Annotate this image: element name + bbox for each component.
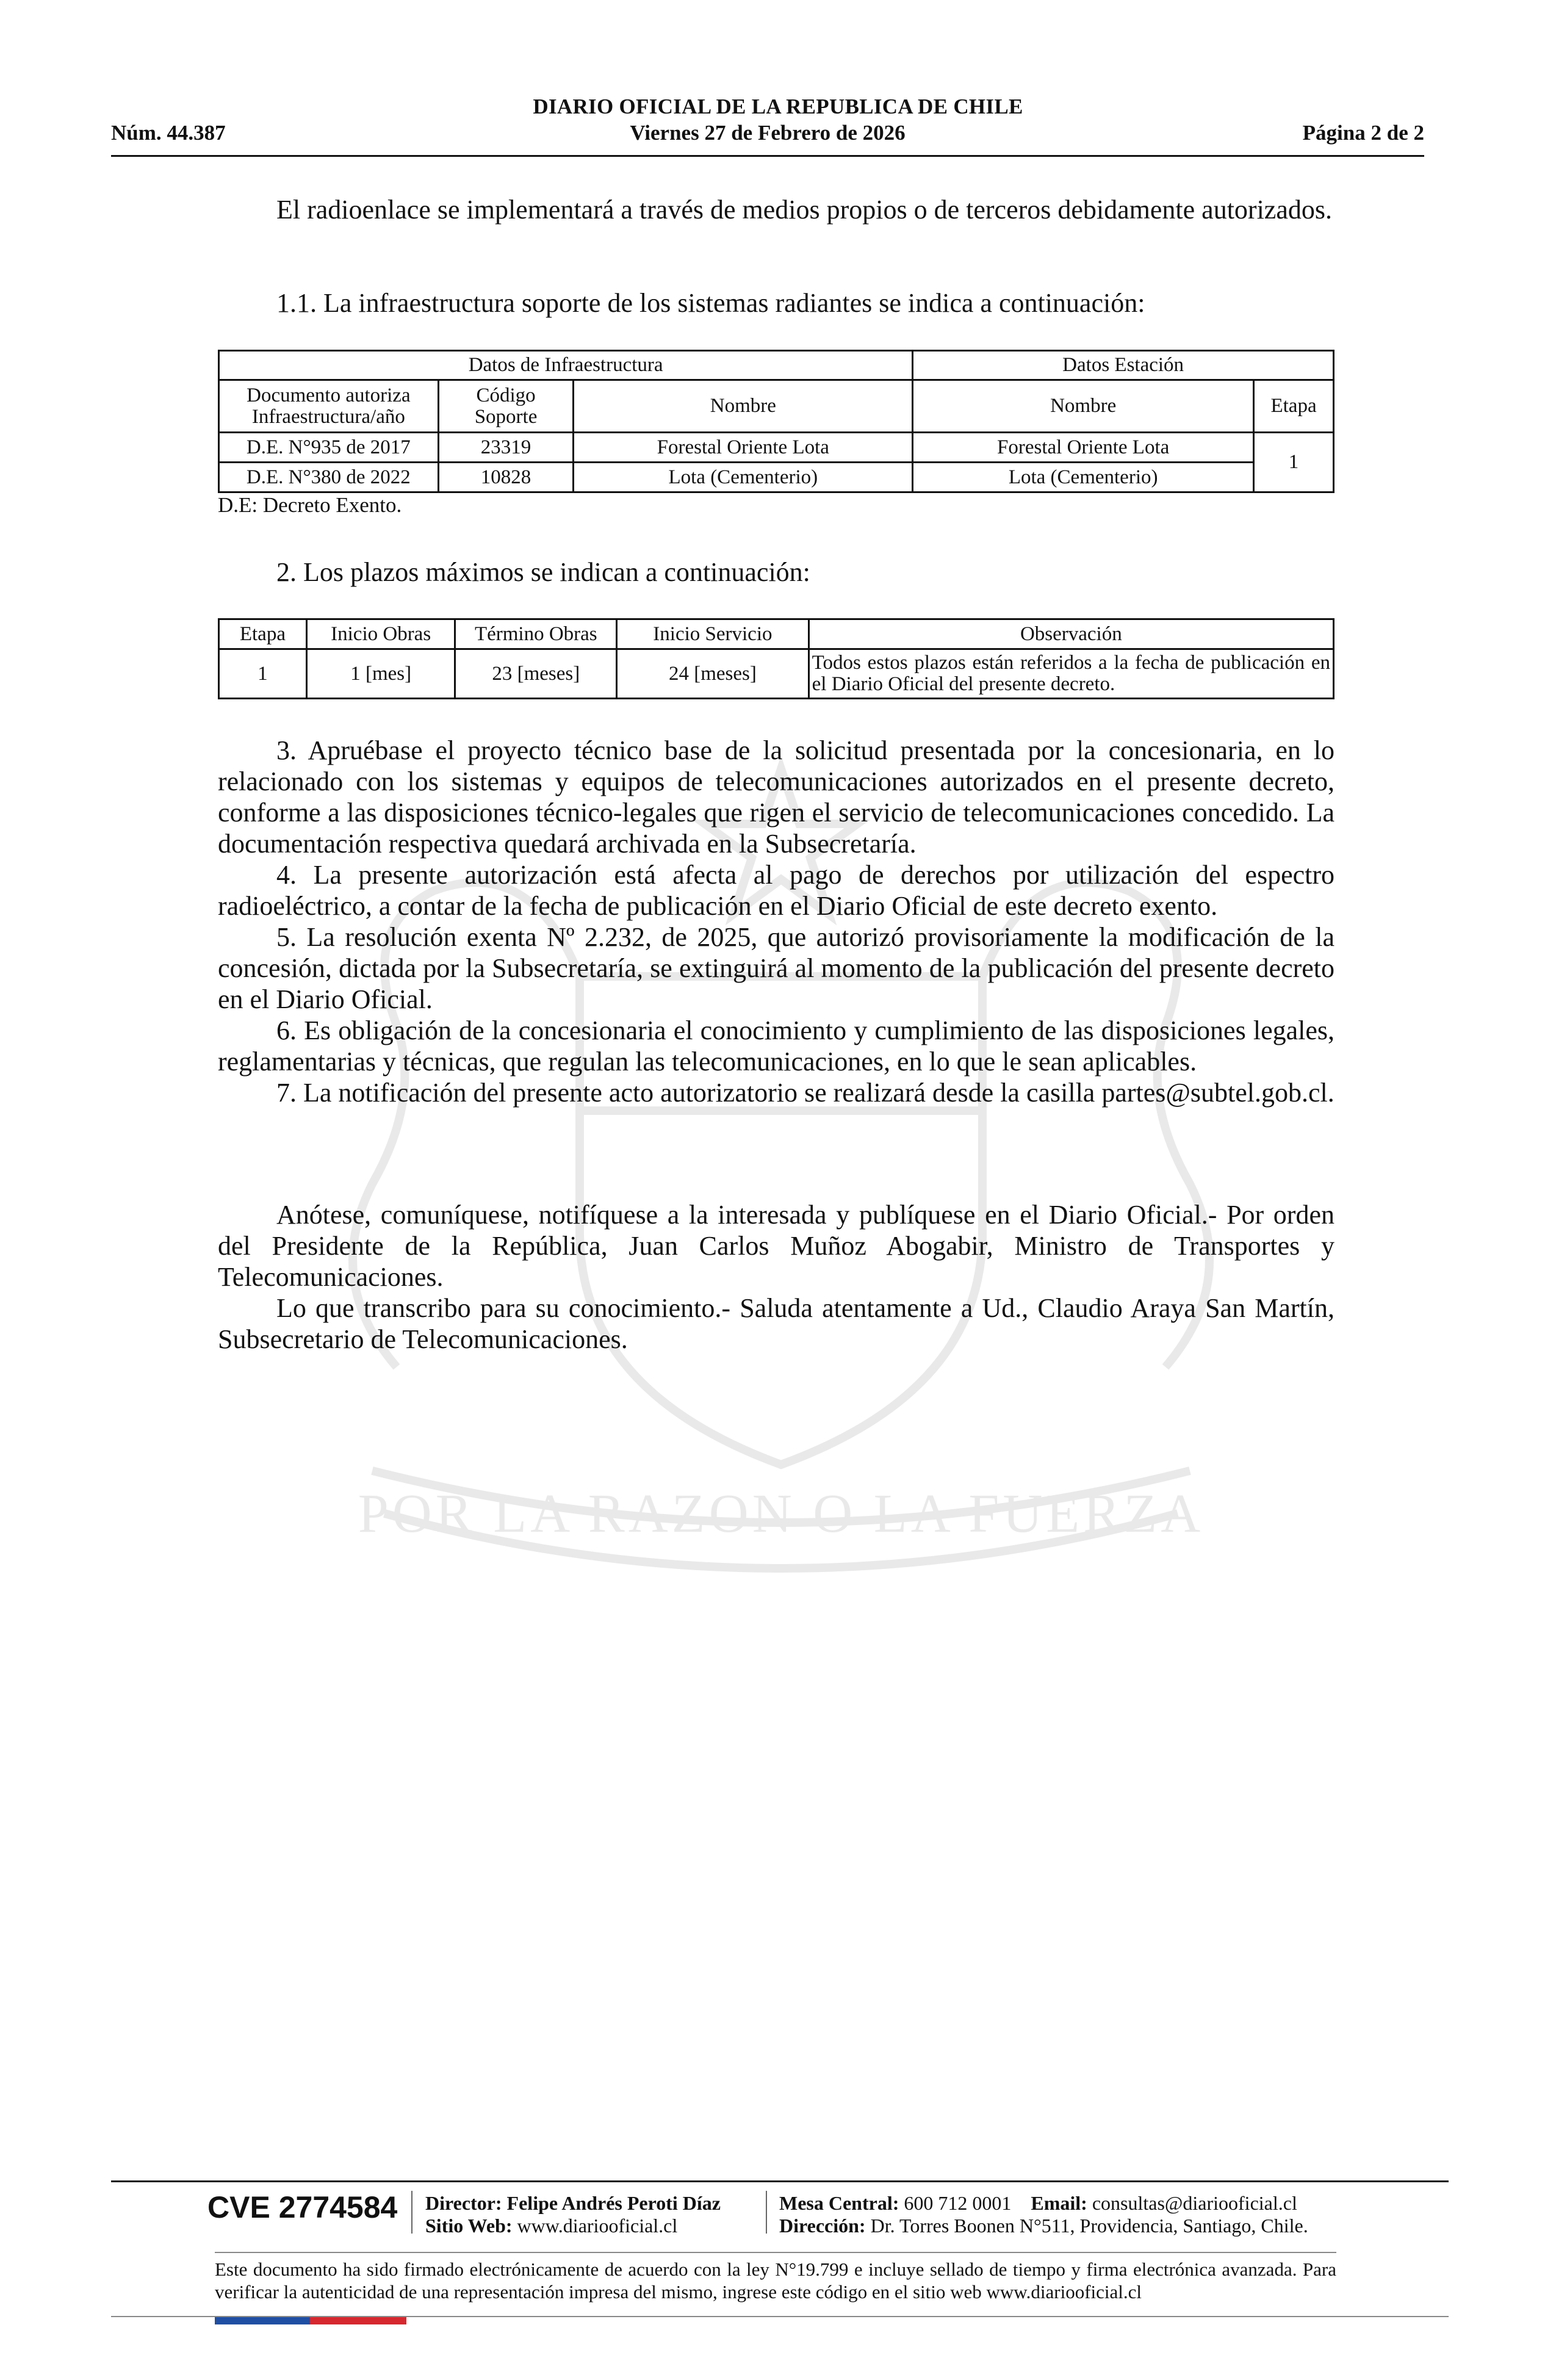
column-header-end-works: Término Obras [455,619,617,649]
flag-stripe-red [310,2317,406,2324]
email-label: Email: [1031,2192,1087,2214]
footer-contact-block [779,2192,1308,2237]
cell-code: 10828 [438,463,574,492]
closing-transcribo: Lo que transcribo para su conocimiento.- Saluda atentamente a Ud., Claudio Araya San Martín, Subsecretario de Telecomunicaciones. [218,1293,1334,1354]
column-header-stage: Etapa [1254,380,1334,433]
page-number: Página 2 de 2 [1302,121,1424,145]
cell-start-service: 24 [meses] [617,649,809,699]
cell-name-infra: Forestal Oriente Lota [574,433,913,463]
cell-name-station: Forestal Oriente Lota [913,433,1254,463]
paragraph-radioenlace [218,194,1334,225]
watermark-motto: POR LA RAZON O LA FUERZA [358,1484,1205,1544]
footer-separator [411,2191,412,2234]
table-row [219,649,1334,699]
issue-number: Núm. 44.387 [111,121,226,145]
group-header-infra: Datos de Infraestructura [219,351,913,380]
numbered-articles [218,735,1334,1108]
deadlines-table [218,618,1334,699]
article-7: 7. La notificación del presente acto autorizatorio se realizará desde la casilla partes@subtel.gob.cl. [276,1078,1334,1108]
column-header-document: Documento autoriza Infraestructura/año [219,380,439,433]
article-6: 6. Es obligación de la concesionaria el conocimiento y cumplimiento de las disposiciones legales, reglamentarias y técnicas, que regulan las telecomunicaciones, en lo que le sean aplicables. [218,1015,1334,1076]
director-label: Director: [425,2192,502,2214]
footer-director-block [425,2192,721,2237]
phone-value: 600 712 0001 [904,2192,1012,2214]
column-header-name-station: Nombre [913,380,1254,433]
closing-anotese: Anótese, comuníquese, notifíquese a la interesada y publíquese en el Diario Oficial.- Por orden del Presidente de la República, Juan Carlos Muñoz Abogabir, Ministro de Transportes y Telecomunicaciones. [218,1200,1334,1292]
column-header-start-service: Inicio Servicio [617,619,809,649]
article-4: 4. La presente autorización está afecta al pago de derechos por utilización del espectro radioeléctrico, a contar de la fecha de publicación en el Diario Oficial de este decreto exento. [218,860,1334,921]
cell-name-infra: Lota (Cementerio) [574,463,913,492]
newspaper-title: DIARIO OFICIAL DE LA REPUBLICA DE CHILE [533,95,1023,118]
column-header-name-infra: Nombre [574,380,913,433]
header-row [111,121,1424,149]
director-name: Felipe Andrés Peroti Díaz [506,2192,721,2214]
paragraph-1-1-text: 1.1. La infraestructura soporte de los sistemas radiantes se indica a continuación: [276,288,1145,318]
column-header-observation: Observación [809,619,1333,649]
column-header-stage: Etapa [219,619,307,649]
footer-legal-notice: Este documento ha sido firmado electrónicamente de acuerdo con la ley N°19.799 e incluye sellado de tiempo y firma electrónica avanzada. Para verificar la autenticidad de una representación impresa del mismo, ingrese este código en el sitio web www.diariooficial.cl [215,2259,1336,2302]
cell-document: D.E. N°935 de 2017 [219,433,439,463]
article-5: 5. La resolución exenta Nº 2.232, de 2025, que autorizó provisoriamente la modificación de la concesión, dictada por la Subsecretaría, se extinguirá al momento de la publicación del presente decreto en el Diario Oficial. [218,922,1334,1014]
cell-end-works: 23 [meses] [455,649,617,699]
cell-stage: 1 [219,649,307,699]
paragraph-1-1 [218,287,1334,319]
footer-divider-top [111,2180,1449,2182]
cell-observation: Todos estos plazos están referidos a la fecha de publicación en el Diario Oficial del presente decreto. [809,649,1333,699]
infrastructure-table [218,350,1334,493]
cve-code: CVE 2774584 [207,2190,398,2224]
website-link[interactable]: www.diariooficial.cl [517,2215,678,2237]
group-header-station: Datos Estación [913,351,1334,380]
article-3: 3. Apruébase el proyecto técnico base de la solicitud presentada por la concesionaria, en lo relacionado con los sistemas y equipos de telecomunicaciones autorizados en el presente decreto, conforme a las disposiciones técnico-legales que rigen el servicio de telecomunicaciones concedido. La documentación respectiva quedará archivada en la Subsecretaría. [218,735,1334,859]
footer-divider-mid [215,2252,1336,2253]
table-row [219,463,1334,492]
paragraph-2 [218,557,1334,588]
paragraph-radioenlace-text: El radioenlace se implementará a través de medios propios o de terceros debidamente autorizados. [276,195,1332,225]
table-row [219,433,1334,463]
phone-label: Mesa Central: [779,2192,899,2214]
email-link[interactable]: consultas@diariooficial.cl [1092,2192,1297,2214]
cell-code: 23319 [438,433,574,463]
cell-name-station: Lota (Cementerio) [913,463,1254,492]
footer-separator [766,2191,767,2234]
column-header-start-works: Inicio Obras [306,619,455,649]
website-label: Sitio Web: [425,2215,513,2237]
header-divider [111,155,1424,157]
address-label: Dirección: [779,2215,866,2237]
column-header-code: Código Soporte [438,380,574,433]
issue-date: Viernes 27 de Febrero de 2026 [630,121,906,145]
cell-start-works: 1 [mes] [306,649,455,699]
address-value: Dr. Torres Boonen N°511, Providencia, Santiago, Chile. [870,2215,1308,2237]
cell-stage: 1 [1254,433,1334,492]
table-note: D.E: Decreto Exento. [218,493,402,517]
flag-stripe-blue [215,2317,310,2324]
cell-document: D.E. N°380 de 2022 [219,463,439,492]
paragraph-2-text: 2. Los plazos máximos se indican a continuación: [276,557,810,587]
closing-block [218,1199,1334,1355]
